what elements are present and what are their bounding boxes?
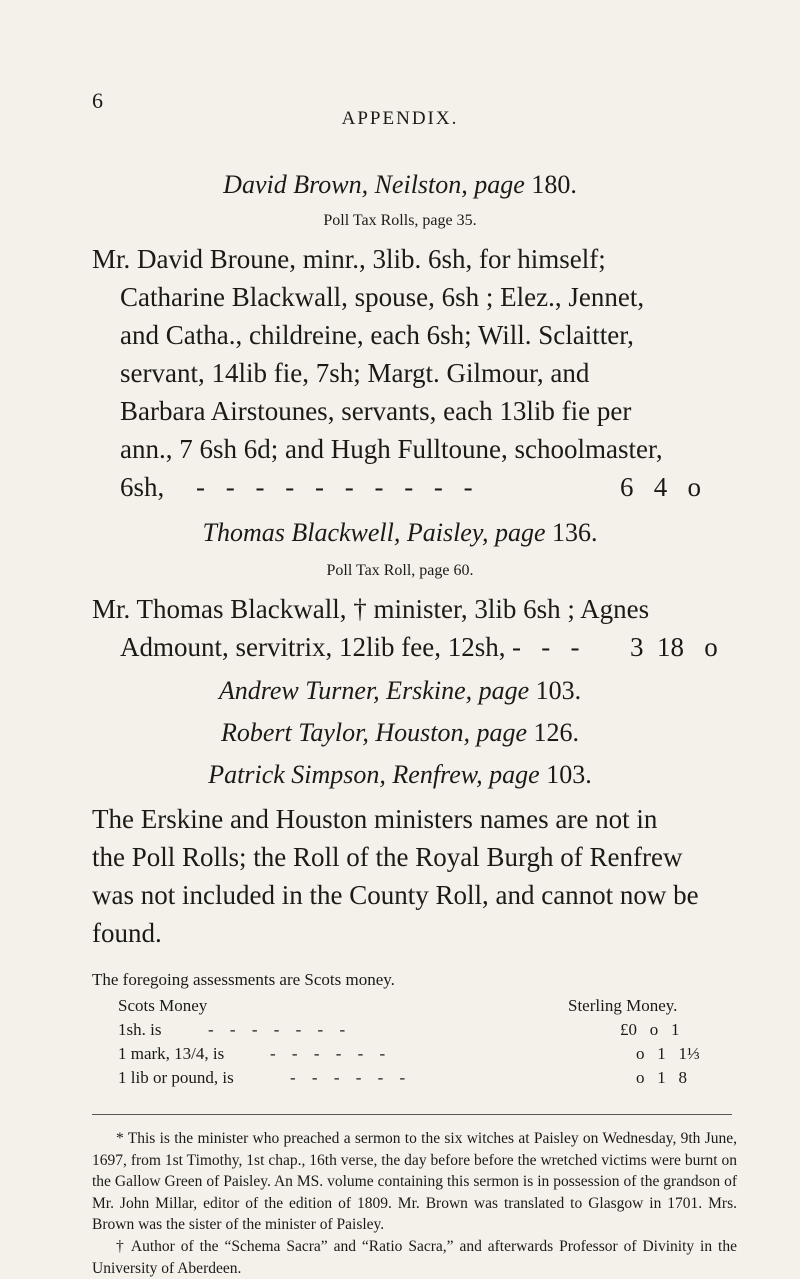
money-row-value: o 1 8 xyxy=(636,1068,687,1087)
heading-page-num: 103. xyxy=(546,760,592,789)
money-row-value: o 1 1⅓ xyxy=(636,1044,700,1063)
text-line: Mr. Thomas Blackwall, † minister, 3lib 6sh ; Agnes xyxy=(92,594,650,624)
money-row-label: 1 lib or pound, is xyxy=(118,1068,234,1087)
money-row-label: 1sh. is xyxy=(118,1020,162,1039)
heading-name: Robert Taylor, Houston, xyxy=(220,718,470,747)
paragraph-line: found. xyxy=(92,918,162,948)
heading-name: Patrick Simpson, Renfrew, xyxy=(208,760,483,789)
paragraph-line: The Erskine and Houston ministers names are not in xyxy=(92,804,658,834)
money-intro: The foregoing assessments are Scots money. xyxy=(92,970,395,989)
source-note: Poll Tax Roll, page 60. xyxy=(326,562,474,579)
page-number: 6 xyxy=(92,88,103,113)
heading-page-num: 103. xyxy=(535,676,582,705)
heading-name: Andrew Turner, Erskine, xyxy=(218,676,473,705)
section-heading-brown xyxy=(0,170,800,200)
footnote-divider xyxy=(92,1114,732,1115)
heading-page-num: 180. xyxy=(531,170,577,199)
money-row-dots: - - - - - - xyxy=(270,1044,386,1063)
text-line: servant, 14lib fie, 7sh; Margt. Gilmour, and xyxy=(120,358,590,388)
money-row-dots: - - - - - - xyxy=(290,1068,406,1087)
money-row-dots: - - - - - - - xyxy=(208,1020,346,1039)
text-line: Mr. David Broune, minr., 3lib. 6sh, for himself; xyxy=(92,244,606,274)
heading-page-word: page xyxy=(476,718,527,747)
heading-page-num: 126. xyxy=(533,718,579,747)
text-line: 6sh, xyxy=(120,472,165,502)
section-heading-simpson xyxy=(0,760,800,790)
paragraph-line: the Poll Rolls; the Roll of the Royal Burgh of Renfrew xyxy=(92,842,683,872)
heading-name: Thomas Blackwell, Paisley, xyxy=(202,518,489,547)
source-note: Poll Tax Rolls, page 35. xyxy=(323,212,477,229)
paragraph-line: was not included in the County Roll, and cannot now be xyxy=(92,880,699,910)
heading-name: David Brown, Neilston, xyxy=(223,170,468,199)
leader-dots: - - - xyxy=(512,632,580,662)
amount: 6 4 o xyxy=(620,472,701,502)
footnote-dagger: † Author of the “Schema Sacra” and “Ratio Sacra,” and afterwards Professor of Divinity in the University of Aberdeen. xyxy=(92,1238,737,1277)
text-line: Admount, servitrix, 12lib fee, 12sh, xyxy=(120,632,506,662)
heading-page-word: page xyxy=(489,760,540,789)
section-heading-taylor xyxy=(0,718,800,748)
leader-dots: - - - - - - - - - - xyxy=(196,472,473,502)
running-head: APPENDIX. xyxy=(341,108,459,129)
heading-page-word: page xyxy=(494,518,546,547)
text-line: Barbara Airstounes, servants, each 13lib fie per xyxy=(120,396,632,426)
text-line: and Catha., childreine, each 6sh; Will. Sclaitter, xyxy=(120,320,634,350)
text-line: Catharine Blackwall, spouse, 6sh ; Elez., Jennet, xyxy=(120,282,645,312)
heading-page-num: 136. xyxy=(552,518,598,547)
amount: 3 18 o xyxy=(630,632,718,662)
money-row-label: 1 mark, 13/4, is xyxy=(118,1044,225,1063)
heading-page-word: page xyxy=(474,170,525,199)
text-line: ann., 7 6sh 6d; and Hugh Fulltoune, schoolmaster, xyxy=(120,434,663,464)
col-scots-money: Scots Money xyxy=(118,996,208,1015)
heading-page-word: page xyxy=(478,676,530,705)
section-heading-turner xyxy=(0,676,800,706)
footnote-star: * This is the minister who preached a sermon to the six witches at Paisley on Wednesday, 9th June, 1697, from 1st Timothy, 1st chap., 16th verse, the day before before the wretched victims were burnt on the Gallow Green of Paisley. An MS. volume containing this sermon is in possession of the grandson of Mr. John Millar, editor of the edition of 1809. Mr. Brown was translated to Glasgow in 1701. Mrs. Brown was the sister of the minister of Paisley. xyxy=(92,1130,737,1233)
col-sterling-money: Sterling Money. xyxy=(568,996,678,1015)
section-heading-blackwell xyxy=(0,518,800,548)
money-row-value: £0 o 1 xyxy=(620,1020,680,1039)
